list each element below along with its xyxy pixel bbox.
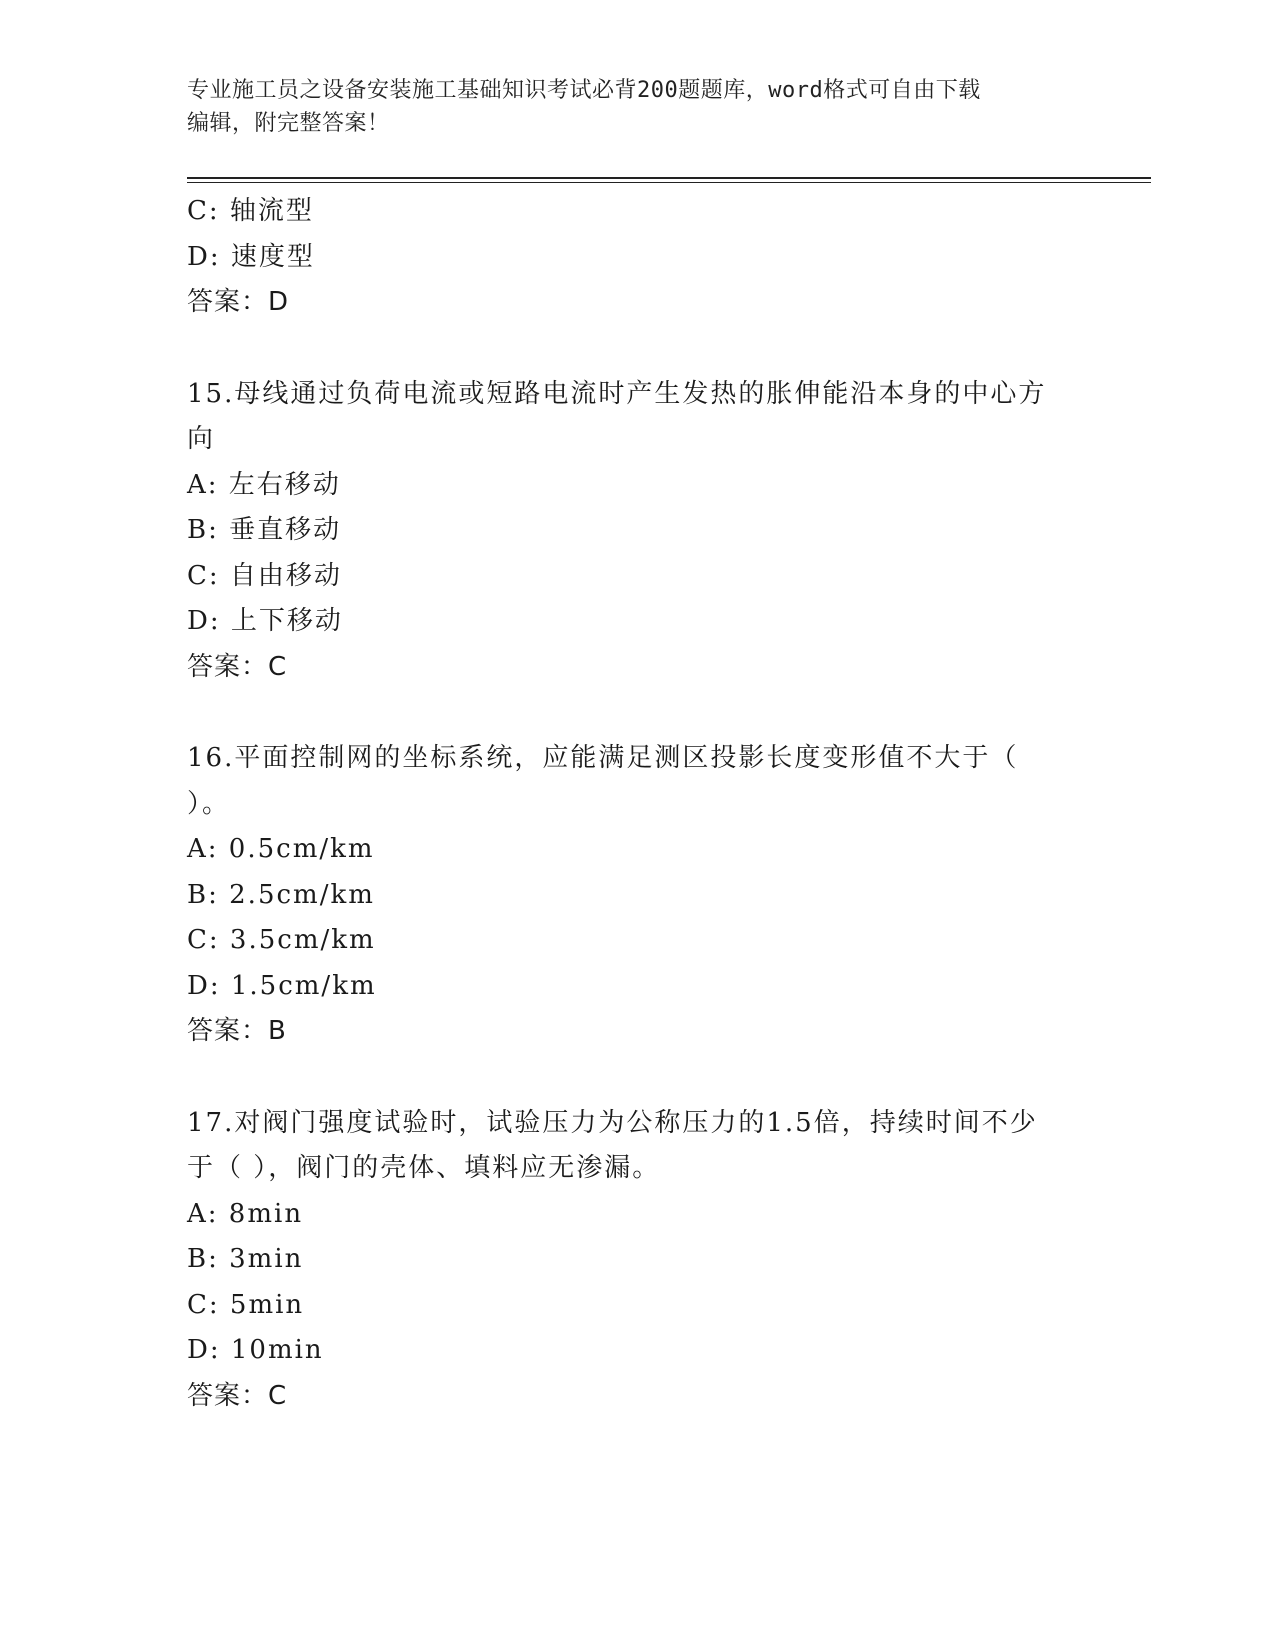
option-b: B: 垂直移动	[187, 515, 342, 545]
question-list	[187, 189, 1087, 1419]
header-title-line-1: 专业施工员之设备安装施工基础知识考试必背200题题库，word格式可自由下载	[187, 78, 981, 103]
question-block-14-tail	[187, 189, 1087, 326]
spacer	[187, 1055, 1087, 1101]
question-text-line-1: 16.平面控制网的坐标系统，应能满足测区投影长度变形值不大于（	[187, 743, 1019, 773]
header-divider-thin	[187, 182, 1151, 183]
option-d: D: 10min	[187, 1335, 324, 1365]
question-block-17	[187, 1101, 1087, 1420]
option-d: D: 速度型	[187, 241, 315, 272]
option-d: D: 上下移动	[187, 606, 343, 636]
question-text-line-2: 向	[187, 424, 216, 454]
question-text-line-1: 17.对阀门强度试验时，试验压力为公称压力的1.5倍，持续时间不少	[187, 1107, 1038, 1138]
header-title-line-2: 编辑，附完整答案！	[187, 111, 390, 136]
question-text-line-2: ）。	[187, 788, 231, 819]
spacer	[187, 690, 1087, 736]
answer-label: 答案：B	[187, 1016, 287, 1046]
option-a: A: 0.5cm/km	[187, 834, 375, 864]
option-d: D: 1.5cm/km	[187, 970, 377, 1001]
spacer	[187, 326, 1087, 372]
option-b: B: 3min	[187, 1244, 304, 1274]
question-text-line-2: 于（ ），阀门的壳体、填料应无渗漏。	[187, 1153, 661, 1183]
answer-label: 答案：D	[187, 287, 290, 317]
answer-label: 答案：C	[187, 1380, 288, 1411]
option-a: A: 左右移动	[187, 469, 341, 500]
option-c: C: 轴流型	[187, 196, 314, 226]
option-c: C: 5min	[187, 1289, 305, 1320]
option-c: C: 自由移动	[187, 560, 342, 591]
question-block-16	[187, 736, 1087, 1055]
option-c: C: 3.5cm/km	[187, 925, 376, 955]
document-header	[187, 74, 1067, 140]
question-block-15	[187, 372, 1087, 691]
option-a: A: 8min	[187, 1198, 304, 1229]
question-text-line-1: 15.母线通过负荷电流或短路电流时产生发热的胀伸能沿本身的中心方	[187, 378, 1047, 409]
option-b: B: 2.5cm/km	[187, 879, 375, 910]
header-divider-thick	[187, 177, 1151, 179]
answer-label: 答案：C	[187, 651, 288, 682]
